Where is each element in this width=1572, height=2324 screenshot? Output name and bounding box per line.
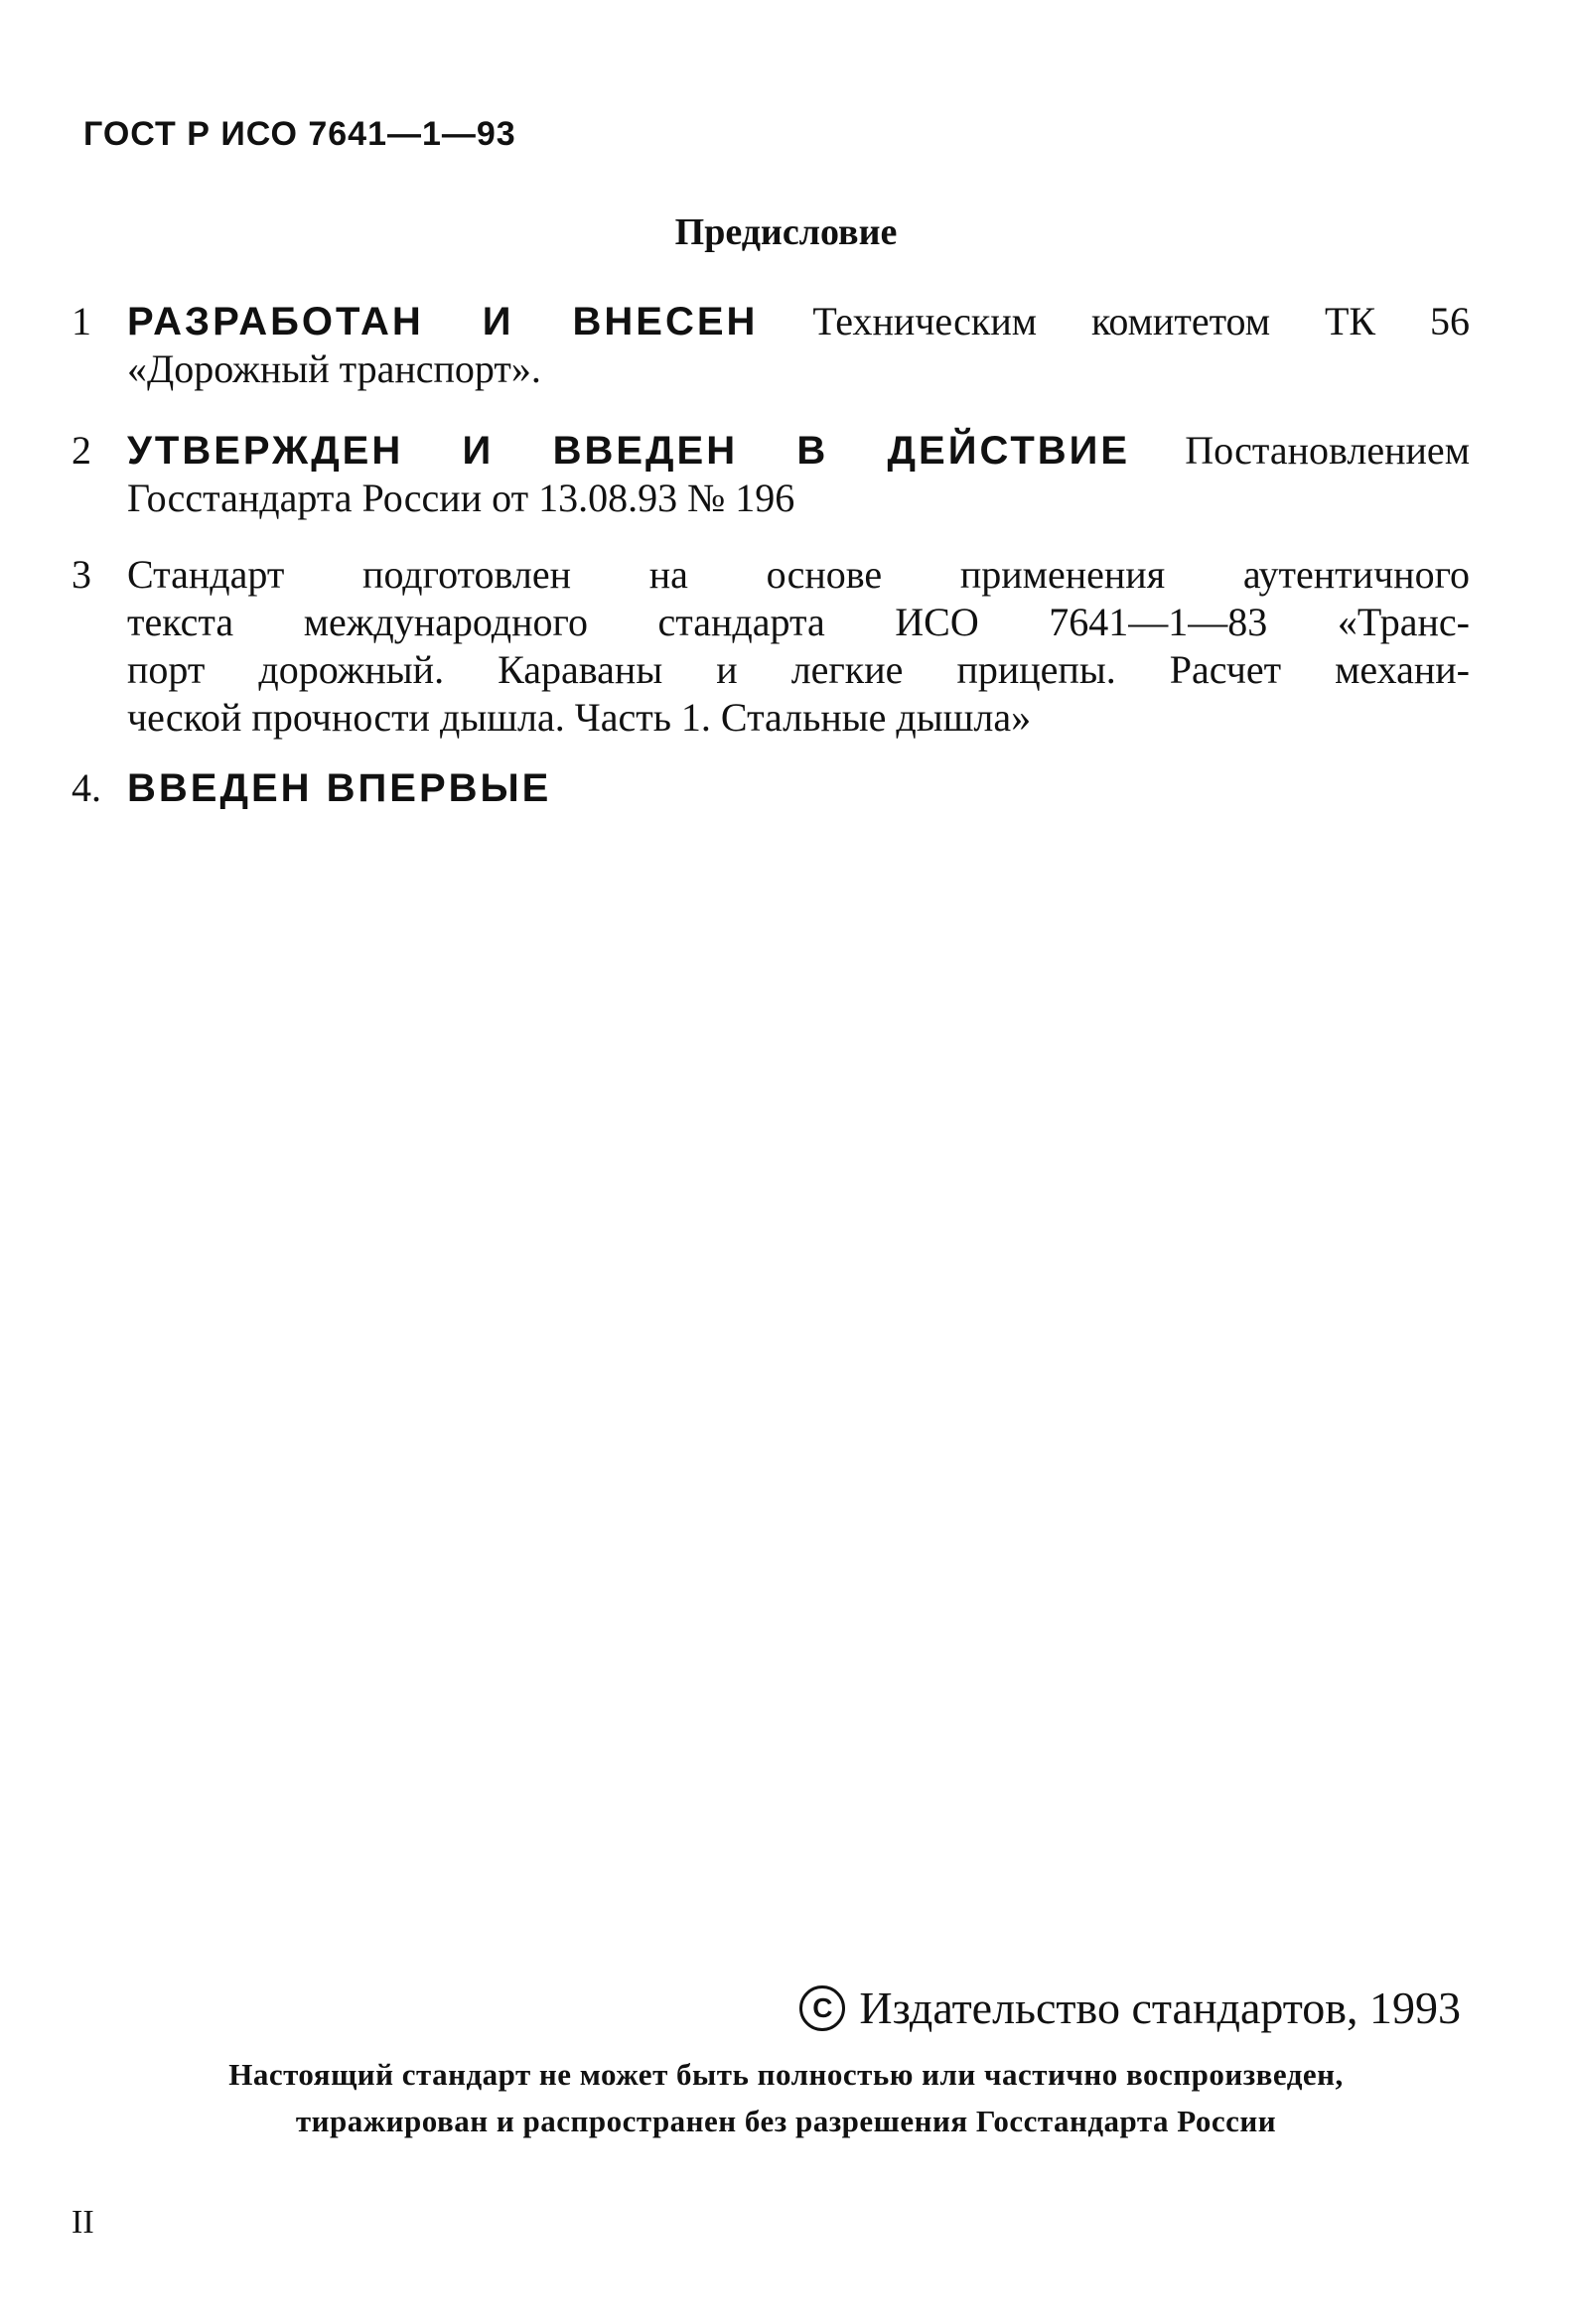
copyright-icon: C <box>799 1985 845 2031</box>
foreword-item-2 <box>71 427 1470 522</box>
page-number: II <box>71 2204 94 2241</box>
item-body <box>127 427 1470 522</box>
item-text: ческой прочности дышла. Часть 1. Стальные дышла» <box>127 695 1032 740</box>
copyright-text: Издательство стандартов, 1993 <box>859 1982 1461 2033</box>
item-text: порт дорожный. Караваны и легкие прицепы. Расчет механи- <box>127 647 1470 692</box>
foreword-item-1 <box>71 298 1470 393</box>
item-lead: УТВЕРЖДЕН И ВВЕДЕН В ДЕЙСТВИЕ <box>127 429 1131 473</box>
item-number: 1 <box>71 299 91 343</box>
item-lead: РАЗРАБОТАН И ВНЕСЕН <box>127 300 759 343</box>
item-number: 3 <box>71 552 91 597</box>
item-number: 2 <box>71 428 91 473</box>
foreword-item-3 <box>71 551 1470 742</box>
item-text: «Дорожный транспорт». <box>127 346 541 391</box>
item-text: Госстандарта России от 13.08.93 № 196 <box>127 476 795 520</box>
item-text: Техническим комитетом ТК 56 <box>812 299 1471 343</box>
notice-line: тиражирован и распространен без разрешения Госстандарта России <box>295 2104 1277 2138</box>
notice-line: Настоящий стандарт не может быть полностью или частично воспроизведен, <box>228 2057 1344 2092</box>
page-title: Предисловие <box>674 211 898 253</box>
item-body <box>127 551 1470 742</box>
copyright-line <box>799 1982 1461 2034</box>
item-body <box>127 298 1470 393</box>
item-number: 4. <box>71 765 101 810</box>
item-text: Стандарт подготовлен на основе применения аутентичного <box>127 552 1470 597</box>
item-lead: ВВЕДЕН ВПЕРВЫЕ <box>127 766 552 810</box>
item-body <box>127 764 1470 812</box>
item-text: текста международного стандарта ИСО 7641—1—83 «Транс- <box>127 600 1470 644</box>
item-text: Постановлением <box>1185 428 1470 473</box>
document-code: ГОСТ Р ИСО 7641—1—93 <box>83 115 516 153</box>
foreword-item-4 <box>71 764 1470 812</box>
reproduction-notice <box>0 2051 1572 2144</box>
